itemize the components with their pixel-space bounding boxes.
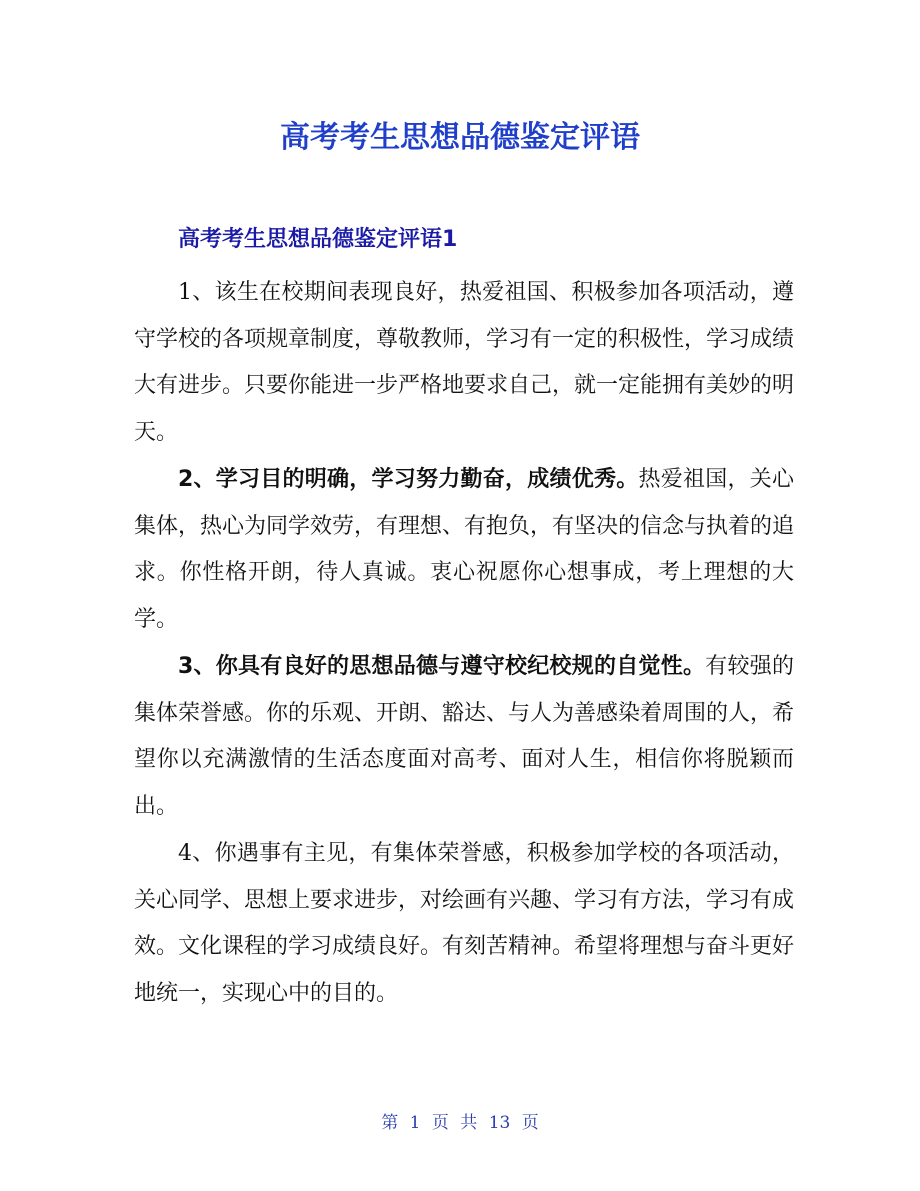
paragraph-3 xyxy=(134,644,794,830)
paragraph-3-lead: 3、你具有良好的思想品德与遵守校纪校规的自觉性。 xyxy=(178,654,706,679)
paragraph-2 xyxy=(134,457,794,643)
section-heading: 高考考生思想品德鉴定评语1 xyxy=(178,227,458,252)
paragraph-1 xyxy=(134,270,794,456)
paragraph-2-text: 热爱祖国，关心集体，热心为同学效劳，有理想、有抱负，有坚决的信念与执着的追求。你性格开朗，待人真诚。衷心祝愿你心想事成，考上理想的大学。 xyxy=(134,467,795,632)
document-body xyxy=(134,270,794,1017)
paragraph-2-lead: 2、学习目的明确，学习努力勤奋，成绩优秀。 xyxy=(178,467,639,492)
paragraph-1-text: 1、该生在校期间表现良好，热爱祖国、积极参加各项活动，遵守学校的各项规章制度，尊敬教师，学习有一定的积极性，学习成绩大有进步。只要你能进一步严格地要求自己，就一定能拥有美妙的明天。 xyxy=(134,280,795,445)
paragraph-4 xyxy=(134,831,794,1017)
paragraph-4-text: 4、你遇事有主见，有集体荣誉感，积极参加学校的各项活动，关心同学、思想上要求进步，对绘画有兴趣、学习有方法，学习有成效。文化课程的学习成绩良好。有刻苦精神。希望将理想与奋斗更好地统一，实现心中的目的。 xyxy=(134,841,795,1006)
page-number-footer: 第 1 页 共 13 页 xyxy=(381,1113,539,1133)
paragraph-3-text: 有较强的集体荣誉感。你的乐观、开朗、豁达、与人为善感染着周围的人，希望你以充满激情的生活态度面对高考、面对人生，相信你将脱颖而出。 xyxy=(134,654,795,819)
document-title: 高考考生思想品德鉴定评语 xyxy=(280,120,640,155)
